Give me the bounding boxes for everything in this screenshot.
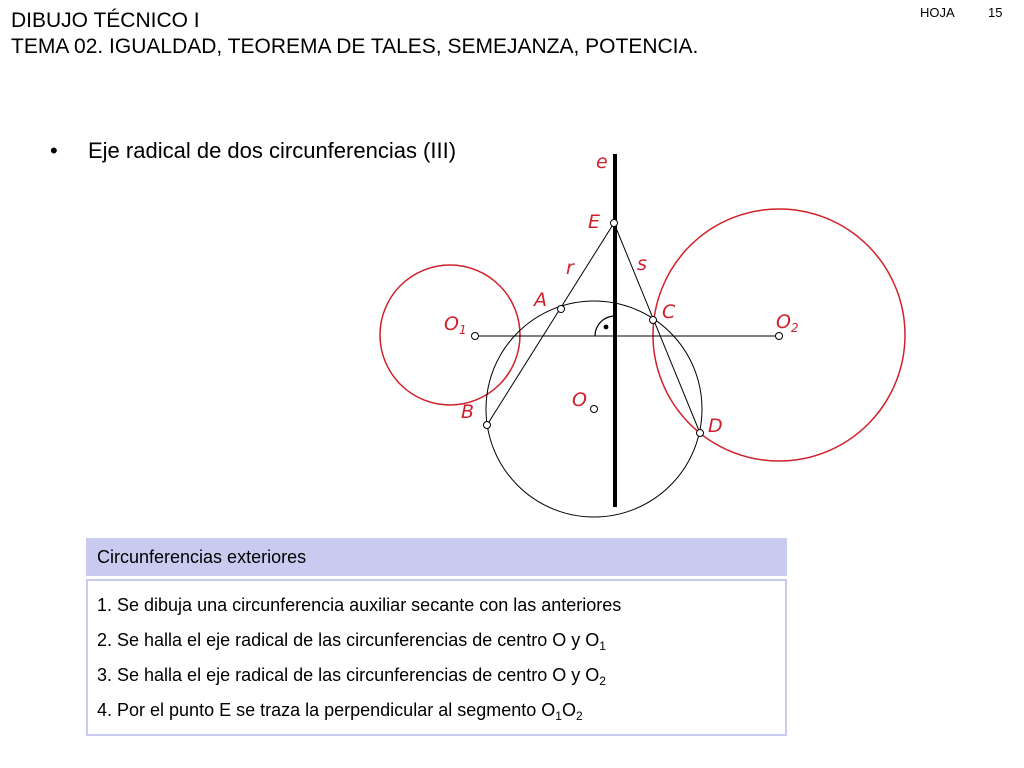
point-e [611,220,618,227]
circle-o1 [380,265,520,405]
label-d: D [708,415,723,437]
step-3: 3. Se halla el eje radical de las circunferencias de centro O y $O_2$ [97,665,606,688]
label-e-axis: e [596,151,608,173]
label-c: C [662,301,676,323]
point-o1 [472,333,479,340]
bullet-icon: • [50,138,58,163]
line-r [487,223,614,425]
label-o: O [572,389,587,411]
label-r: r [566,257,574,279]
label-e-point: E [588,211,601,233]
label-a: A [534,289,547,311]
label-b: B [461,401,475,423]
point-d [697,430,704,437]
point-o2 [776,333,783,340]
label-o2: $O_2$ [776,311,799,335]
step-2: 2. Se halla el eje radical de las circunferencias de centro O y $O_1$ [97,630,606,653]
step-1: 1. Se dibuja una circunferencia auxiliar secante con las anteriores [97,595,622,615]
point-o [591,406,598,413]
panel-title: Circunferencias exteriores [86,538,787,576]
sheet-number: 15 [988,5,1003,20]
steps-panel [86,579,787,736]
topic-title: TEMA 02. IGUALDAD, TEOREMA DE TALES, SEMEJANZA, POTENCIA. [11,35,699,58]
step-4: 4. Por el punto E se traza la perpendicular al segmento $O_1O_2$ [97,700,583,723]
label-s: s [637,253,647,275]
point-b [484,422,491,429]
right-angle-dot [604,325,609,330]
label-o1: $O_1$ [444,313,467,337]
section-heading-text: Eje radical de dos circunferencias (III) [88,138,457,163]
line-s [614,223,700,433]
course-title: DIBUJO TÉCNICO I [11,9,200,32]
sheet-label: HOJA [920,5,955,20]
point-a [558,306,565,313]
point-c [650,317,657,324]
